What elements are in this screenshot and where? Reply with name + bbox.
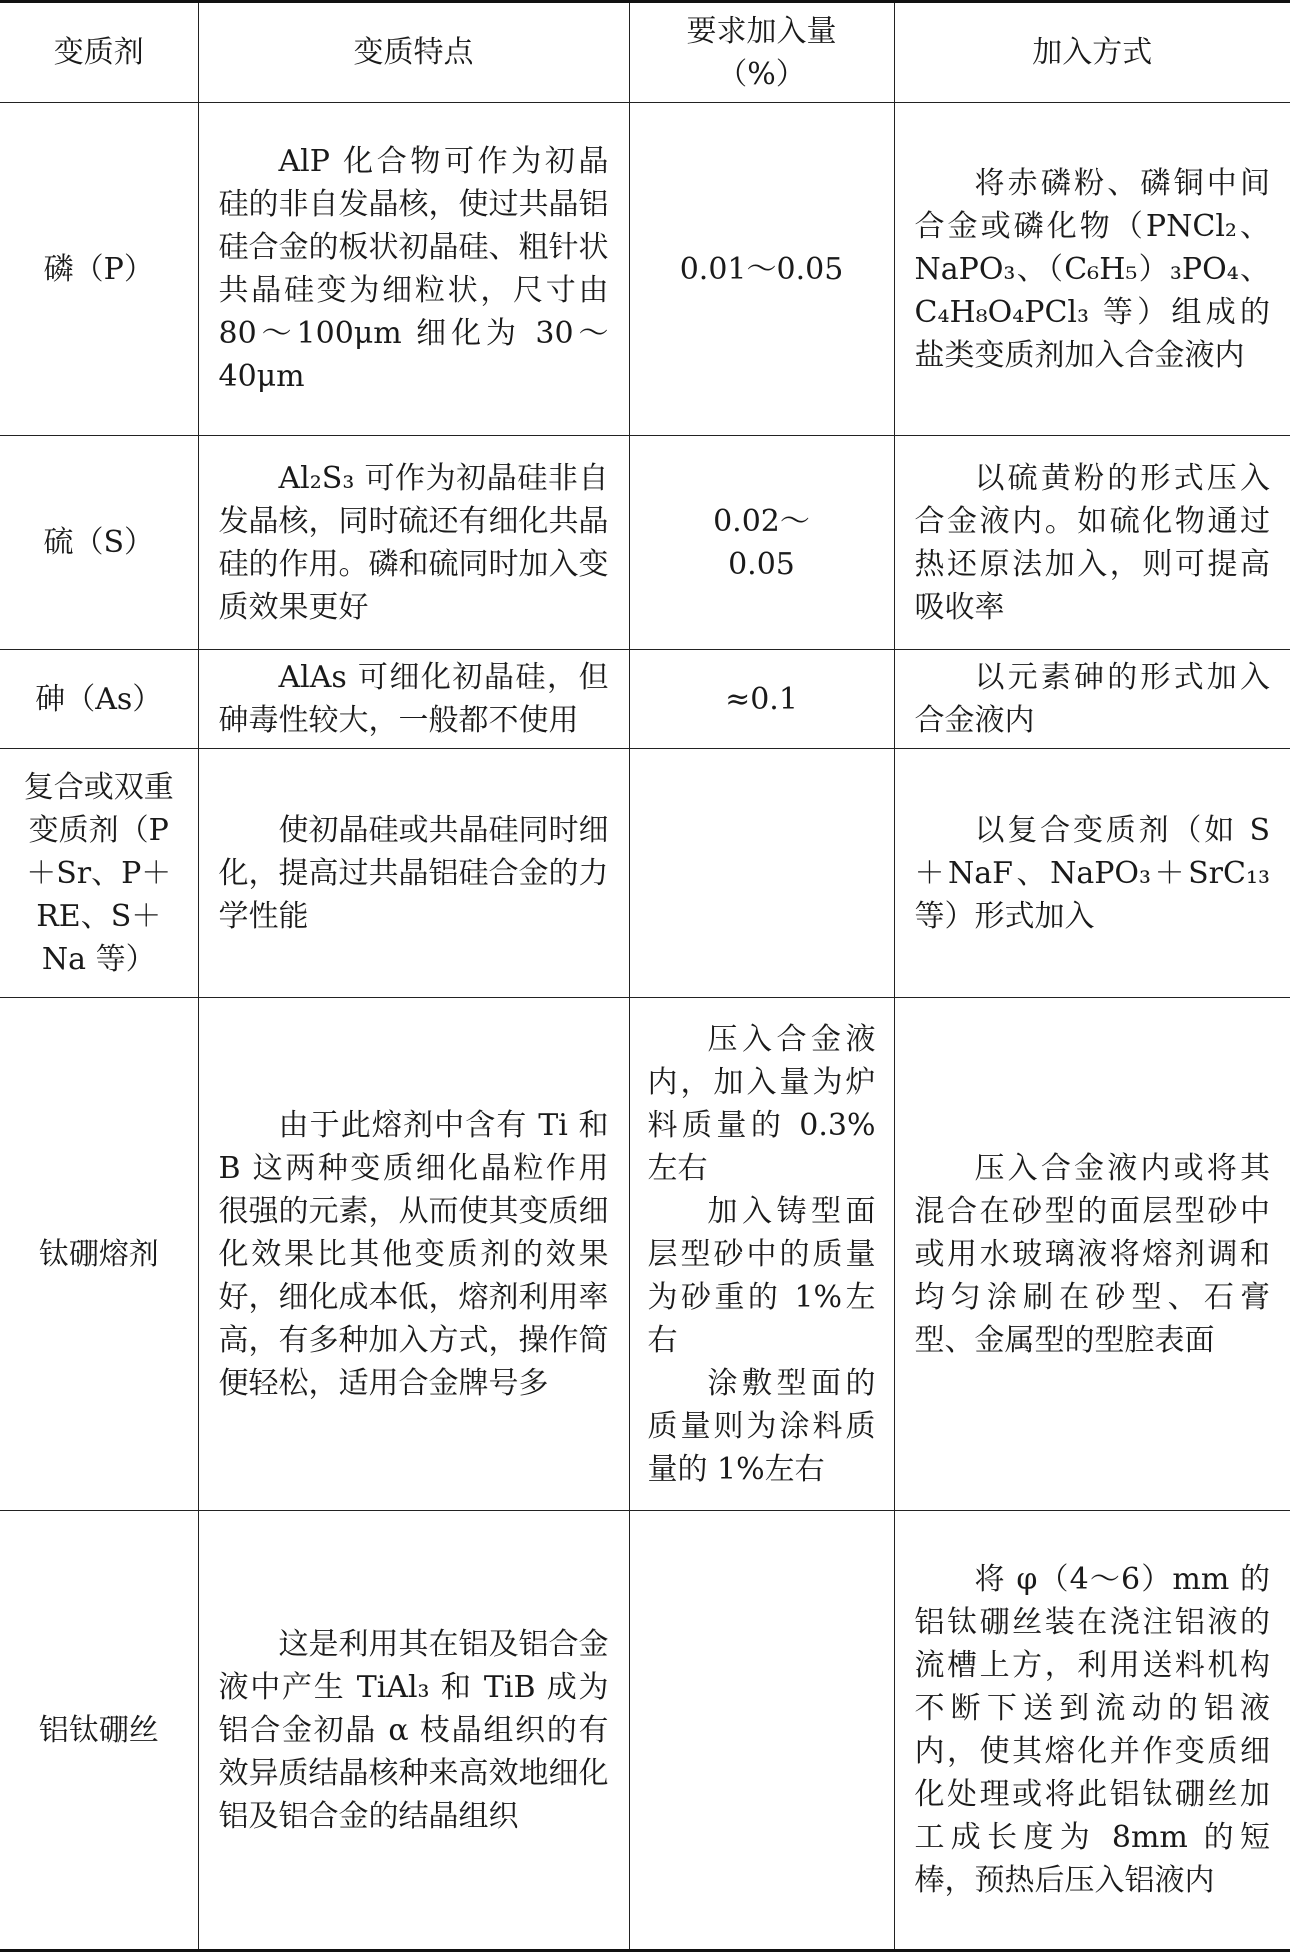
header-method: 加入方式 [894,2,1290,103]
row-feature: AlAs 可细化初晶硅，但砷毒性较大，一般都不使用 [198,650,629,749]
row-amount: 0.02～0.05 [629,436,894,650]
row-method: 压入合金液内或将其混合在砂型的面层型砂中或用水玻璃液将熔剂调和均匀涂刷在砂型、石膏型、金属型的型腔表面 [894,998,1290,1511]
row-name: 硫（S） [0,436,198,650]
amount-paragraph: 加入铸型面层型砂中的质量为砂重的 1%左右 [647,1193,876,1358]
header-feature: 变质特点 [198,2,629,103]
row-name: 钛硼熔剂 [0,998,198,1511]
table-row [0,998,1290,1511]
row-method: 以元素砷的形式加入合金液内 [894,650,1290,749]
row-method: 以复合变质剂（如 S＋NaF、NaPO₃＋SrC₁₃ 等）形式加入 [894,749,1290,998]
row-name: 磷（P） [0,103,198,436]
table-row [0,650,1290,749]
row-amount: ≈0.1 [629,650,894,749]
row-name: 砷（As） [0,650,198,749]
row-method: 以硫黄粉的形式压入合金液内。如硫化物通过热还原法加入，则可提高吸收率 [894,436,1290,650]
row-method: 将赤磷粉、磷铜中间合金或磷化物（PNCl₂、NaPO₃、（C₆H₅）₃PO₄、C₄H₈O₄PCl₃ 等）组成的盐类变质剂加入合金液内 [894,103,1290,436]
row-feature: 使初晶硅或共晶硅同时细化，提高过共晶铝硅合金的力学性能 [198,749,629,998]
row-name: 复合或双重变质剂（P＋Sr、P＋RE、S＋Na 等） [0,749,198,998]
header-amount: 要求加入量（%） [629,2,894,103]
row-amount [629,749,894,998]
row-feature: AlP 化合物可作为初晶硅的非自发晶核，使过共晶铝硅合金的板状初晶硅、粗针状共晶硅变为细粒状，尺寸由 80～100μm 细化为 30～40μm [198,103,629,436]
amount-paragraph: 涂敷型面的质量则为涂料质量的 1%左右 [647,1365,876,1487]
table-row [0,436,1290,650]
row-feature: 由于此熔剂中含有 Ti 和 B 这两种变质细化晶粒作用很强的元素，从而使其变质细化效果比其他变质剂的效果好，细化成本低，熔剂利用率高，有多种加入方式，操作简便轻松，适用合金牌号多 [198,998,629,1511]
row-feature: Al₂S₃ 可作为初晶硅非自发晶核，同时硫还有细化共晶硅的作用。磷和硫同时加入变质效果更好 [198,436,629,650]
header-modifier: 变质剂 [0,2,198,103]
table-row [0,103,1290,436]
table-row [0,749,1290,998]
row-amount [629,1511,894,1951]
row-name: 铝钛硼丝 [0,1511,198,1951]
row-feature: 这是利用其在铝及铝合金液中产生 TiAl₃ 和 TiB 成为铝合金初晶 α 枝晶组织的有效异质结晶核种来高效地细化铝及铝合金的结晶组织 [198,1511,629,1951]
row-amount: 0.01～0.05 [629,103,894,436]
row-method: 将 φ（4～6）mm 的铝钛硼丝装在浇注铝液的流槽上方，利用送料机构不断下送到流动的铝液内，使其熔化并作变质细化处理或将此铝钛硼丝加工成长度为 8mm 的短棒，预热后压入铝液内 [894,1511,1290,1951]
row-amount [629,998,894,1511]
amount-paragraph: 压入合金液内，加入量为炉料质量的 0.3%左右 [647,1021,876,1186]
header-row [0,2,1290,103]
table-row [0,1511,1290,1951]
